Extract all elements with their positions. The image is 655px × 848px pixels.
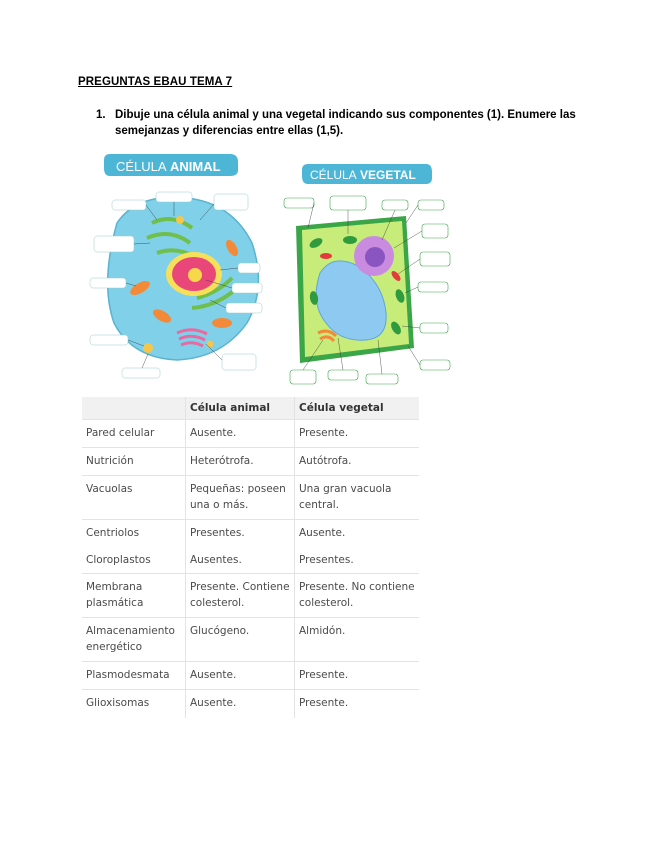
vegetal-title-b: VEGETAL bbox=[360, 168, 416, 182]
table-row bbox=[82, 547, 419, 574]
vegetal-title-a: CÉLULA bbox=[310, 168, 357, 182]
vegetal-cell: Presente. No contiene colesterol. bbox=[295, 574, 420, 618]
table-row bbox=[82, 448, 419, 476]
vegetal-cell: Almidón. bbox=[295, 618, 420, 662]
vegetal-cell: Presente. bbox=[295, 690, 420, 718]
question-number: 1. bbox=[96, 109, 106, 121]
row-label: Almacenamiento energético bbox=[82, 618, 186, 662]
header-empty bbox=[82, 397, 186, 420]
table-row bbox=[82, 476, 419, 520]
row-label: Nutrición bbox=[82, 448, 186, 476]
table-row bbox=[82, 420, 419, 448]
animal-title-b: ANIMAL bbox=[170, 159, 221, 174]
row-label: Pared celular bbox=[82, 420, 186, 448]
animal-cell: Glucógeno. bbox=[186, 618, 295, 662]
row-label: Vacuolas bbox=[82, 476, 186, 520]
vegetal-cell: Presentes. bbox=[295, 547, 420, 574]
animal-cell: Ausente. bbox=[186, 690, 295, 718]
table-row bbox=[82, 520, 419, 547]
table-row bbox=[82, 662, 419, 690]
vegetal-cell: Presente. bbox=[295, 662, 420, 690]
animal-cell: Ausentes. bbox=[186, 547, 295, 574]
animal-title-a: CÉLULA bbox=[116, 159, 167, 174]
plant-cell-figure bbox=[278, 148, 458, 388]
table-header-row bbox=[82, 397, 419, 420]
table-row bbox=[82, 618, 419, 662]
row-label: Glioxisomas bbox=[82, 690, 186, 718]
row-label: Membrana plasmática bbox=[82, 574, 186, 618]
animal-cell: Presentes. bbox=[186, 520, 295, 547]
comparison-table bbox=[82, 397, 419, 718]
table-row bbox=[82, 574, 419, 618]
question-text: Dibuje una célula animal y una vegetal indicando sus componentes (1). Enumere las semejanzas y diferencias entre ellas (1,5). bbox=[115, 109, 576, 137]
vegetal-cell: Autótrofa. bbox=[295, 448, 420, 476]
animal-cell: Presente. Contiene colesterol. bbox=[186, 574, 295, 618]
animal-cell: Pequeñas: poseen una o más. bbox=[186, 476, 295, 520]
vegetal-cell: Ausente. bbox=[295, 520, 420, 547]
header-animal: Célula animal bbox=[186, 397, 295, 420]
table-row bbox=[82, 690, 419, 718]
animal-cell-figure bbox=[82, 148, 272, 388]
animal-cell: Ausente. bbox=[186, 420, 295, 448]
row-label: Cloroplastos bbox=[86, 553, 151, 566]
vegetal-cell: Una gran vacuola central. bbox=[295, 476, 420, 520]
row-label: Plasmodesmata bbox=[82, 662, 186, 690]
vegetal-cell: Presente. bbox=[295, 420, 420, 448]
document-heading: PREGUNTAS EBAU TEMA 7 bbox=[78, 76, 233, 88]
animal-cell: Heterótrofa. bbox=[186, 448, 295, 476]
row-label: Centriolos bbox=[82, 520, 186, 547]
header-vegetal: Célula vegetal bbox=[295, 397, 420, 420]
animal-cell: Ausente. bbox=[186, 662, 295, 690]
